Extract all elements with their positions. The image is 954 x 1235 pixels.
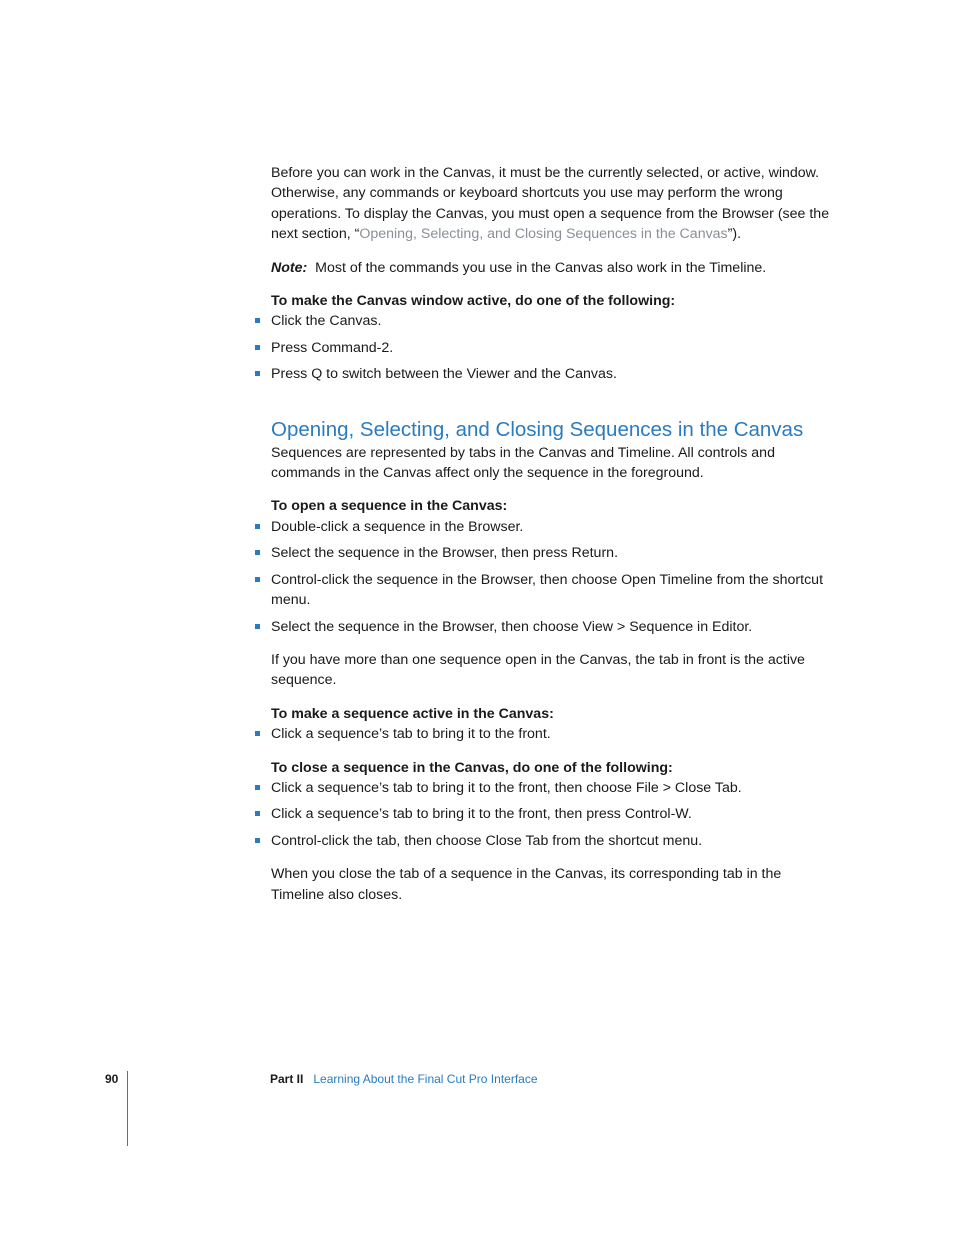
list-item-text: Press Q to switch between the Viewer and the Canvas.	[271, 366, 617, 383]
footer-divider	[127, 1071, 128, 1146]
note-label: Note:	[271, 259, 308, 276]
list-item	[271, 831, 831, 851]
list-item	[271, 778, 831, 798]
close-sequence-followup: When you close the tab of a sequence in the Canvas, its corresponding tab in the Timeline also closes.	[271, 866, 782, 903]
list-item	[271, 570, 831, 611]
cross-reference-link[interactable]: Opening, Selecting, and Closing Sequences in the Canvas	[359, 226, 728, 243]
task-list-open-sequence	[271, 517, 831, 637]
bullet-square-icon	[255, 624, 260, 629]
task-list-close-sequence	[271, 778, 831, 851]
note-paragraph	[271, 258, 831, 278]
task-heading-close-sequence: To close a sequence in the Canvas, do one of the following:	[271, 759, 673, 776]
list-item	[271, 311, 831, 331]
bullet-square-icon	[255, 371, 260, 376]
open-sequence-followup: If you have more than one sequence open in the Canvas, the tab in front is the active sequence.	[271, 651, 805, 689]
list-item-text: Click a sequence’s tab to bring it to the front, then press Control-W.	[271, 806, 692, 823]
list-item	[271, 543, 831, 563]
list-item-text: Press Command-2.	[271, 339, 394, 356]
task-list-canvas-active	[271, 311, 831, 384]
list-item-text: Click the Canvas.	[271, 313, 382, 330]
list-item-text: Control-click the sequence in the Browser, then choose Open Timeline from the shortcut menu.	[271, 571, 824, 609]
bullet-square-icon	[255, 550, 260, 555]
section-title: Opening, Selecting, and Closing Sequences in the Canvas	[271, 417, 804, 441]
bullet-square-icon	[255, 731, 260, 736]
list-item	[271, 617, 831, 637]
page-number: 90	[105, 1072, 119, 1086]
bullet-square-icon	[255, 785, 260, 790]
list-item	[271, 517, 831, 537]
task-heading-open-sequence: To open a sequence in the Canvas:	[271, 498, 508, 515]
list-item-text: Double-click a sequence in the Browser.	[271, 518, 524, 535]
list-item-text: Control-click the tab, then choose Close Tab from the shortcut menu.	[271, 832, 703, 849]
bullet-square-icon	[255, 811, 260, 816]
footer-part-label: Part II	[270, 1072, 304, 1086]
footer-part-info	[270, 1072, 538, 1086]
list-item	[271, 338, 831, 358]
bullet-square-icon	[255, 345, 260, 350]
note-text: Most of the commands you use in the Canvas also work in the Timeline.	[315, 259, 767, 276]
intro-text-before-link: Before you can work in the Canvas, it must be the currently selected, or active, window. Otherwise, any commands or keyboard shortcuts you use may perform the wrong operations. To display the Canvas, you must open a sequence from the Browser (see the next section, “	[271, 165, 830, 243]
list-item-text: Click a sequence’s tab to bring it to the front.	[271, 726, 551, 743]
bullet-square-icon	[255, 524, 260, 529]
bullet-square-icon	[255, 838, 260, 843]
task-heading-make-active: To make a sequence active in the Canvas:	[271, 705, 554, 722]
intro-text-after-link: ”).	[727, 226, 742, 243]
list-item-text: Click a sequence’s tab to bring it to the front, then choose File > Close Tab.	[271, 779, 742, 796]
list-item	[271, 724, 831, 744]
list-item	[271, 364, 831, 384]
list-item-text: Select the sequence in the Browser, then choose View > Sequence in Editor.	[271, 618, 753, 635]
section-intro: Sequences are represented by tabs in the Canvas and Timeline. All controls and commands in the Canvas affect only the sequence in the foreground.	[271, 444, 775, 482]
task-heading-canvas-active: To make the Canvas window active, do one of the following:	[271, 293, 676, 310]
footer-part-title: Learning About the Final Cut Pro Interface	[313, 1072, 538, 1086]
list-item	[271, 804, 831, 824]
bullet-square-icon	[255, 577, 260, 582]
list-item-text: Select the sequence in the Browser, then press Return.	[271, 545, 619, 562]
page-body	[271, 163, 831, 918]
bullet-square-icon	[255, 318, 260, 323]
task-list-make-active	[271, 724, 831, 744]
intro-paragraph	[271, 163, 831, 245]
